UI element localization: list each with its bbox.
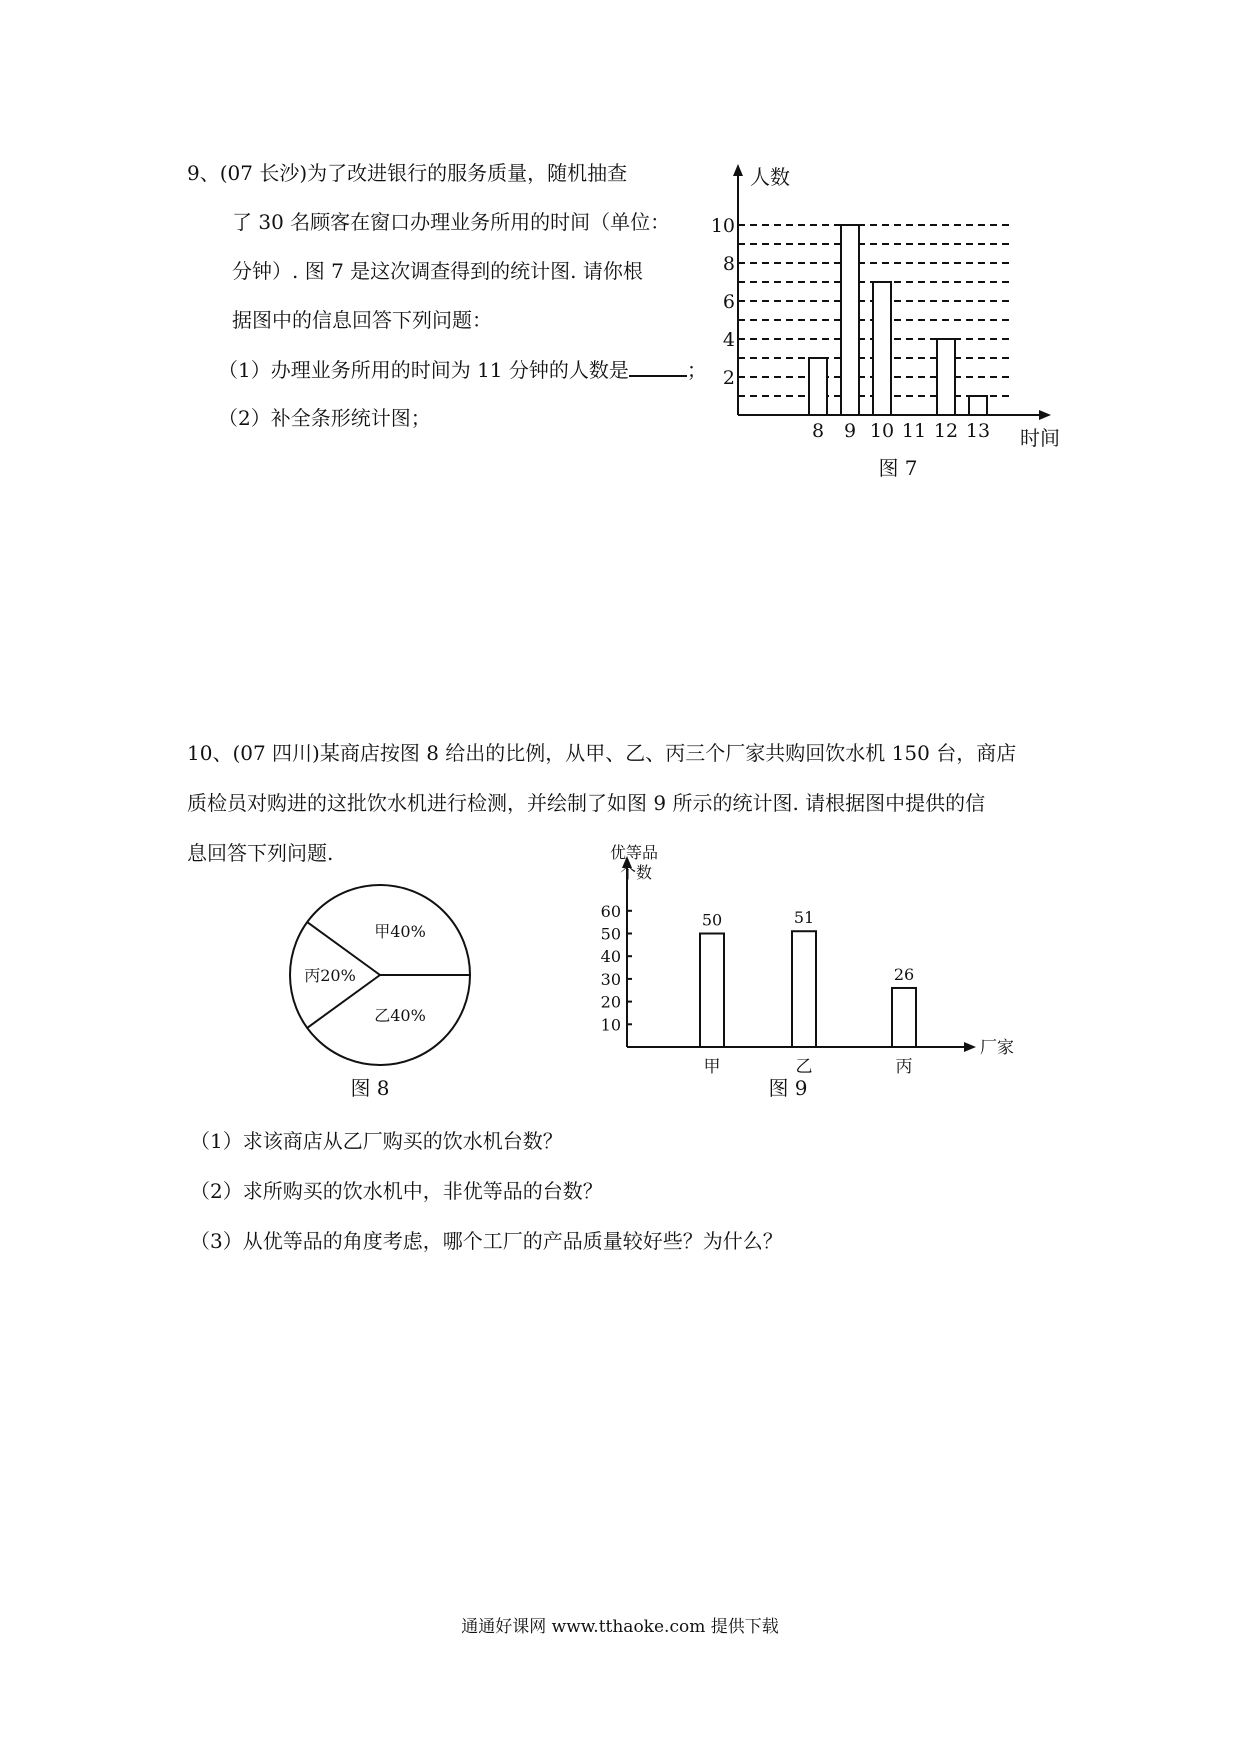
fig8-content — [290, 885, 470, 1100]
fig7-y-tick-label: 4 — [722, 329, 735, 351]
fig9-y-tick-label: 40 — [600, 947, 621, 967]
fig7-y-tick-label: 8 — [722, 253, 735, 275]
fig7-x-tick-label: 8 — [811, 420, 825, 442]
fig7-y-axis-arrow — [733, 164, 743, 176]
fig9-bars — [700, 931, 916, 1047]
figure-9-bar-chart — [570, 840, 1030, 1100]
q10-line-3: 息回答下列问题. — [187, 841, 334, 865]
fig9-bar — [792, 931, 816, 1047]
fig7-x-tick-label: 9 — [843, 420, 857, 442]
fig7-bar — [809, 358, 827, 415]
fig8-slice-label: 甲40% — [374, 922, 426, 941]
fig9-y-axis-label: 优等品 — [610, 843, 659, 862]
q9-subquestion-1 — [218, 357, 707, 383]
fig9-y-tick-label: 50 — [600, 924, 621, 944]
fig7-bar — [969, 396, 987, 415]
q9-subquestion-2: （2）补全条形统计图； — [218, 406, 431, 430]
page-footer: 通通好课网 www.tthaoke.com 提供下载 — [461, 1617, 779, 1637]
q10-subquestion-3: （3）从优等品的角度考虑，哪个工厂的产品质量较好些？为什么？ — [190, 1229, 783, 1253]
fig7-x-axis-arrow — [1039, 410, 1051, 420]
fig7-x-axis-label: 时间 — [1020, 426, 1060, 450]
fig9-y-tick-label: 30 — [600, 969, 621, 989]
fig7-bar — [841, 225, 859, 415]
fig9-x-axis-arrow — [964, 1042, 976, 1052]
fig7-y-tick-label: 6 — [722, 291, 735, 313]
q10-subquestion-1: （1）求该商店从乙厂购买的饮水机台数？ — [190, 1129, 563, 1153]
fig9-caption: 图 9 — [768, 1076, 808, 1100]
fig8-caption: 图 8 — [350, 1076, 390, 1100]
fig7-y-tick-label: 10 — [710, 215, 735, 237]
q9-subquestion-1-text: （1）办理业务所用的时间为 11 分钟的人数是 — [218, 358, 629, 382]
fig7-x-tick-label: 12 — [933, 420, 959, 442]
q9-line-1: 9、(07 长沙)为了改进银行的服务质量，随机抽查 — [187, 161, 628, 185]
fig9-x-tick-label: 甲 — [703, 1057, 721, 1077]
fig9-y-tick-label: 10 — [600, 1015, 621, 1035]
fig7-y-tick-label: 2 — [722, 367, 735, 389]
q10-subquestion-2: （2）求所购买的饮水机中，非优等品的台数？ — [190, 1179, 603, 1203]
q9-line-4: 据图中的信息回答下列问题： — [232, 308, 492, 332]
figure-8-pie-chart — [270, 880, 490, 1100]
q10-line-1: 10、(07 四川)某商店按图 8 给出的比例，从甲、乙、丙三个厂家共购回饮水机 150 台，商店 — [187, 741, 1017, 765]
fig7-x-tick-label: 10 — [869, 420, 895, 442]
fig8-slice-label: 丙20% — [304, 966, 356, 985]
fig9-x-axis-label: 厂家 — [980, 1038, 1014, 1058]
q9-line-3: 分钟）. 图 7 是这次调查得到的统计图. 请你根 — [232, 259, 643, 283]
fig9-y-tick-label: 60 — [600, 901, 621, 921]
fig7-x-tick-label: 11 — [901, 420, 927, 442]
fig9-data-label: 51 — [793, 908, 815, 928]
fig7-y-axis-label: 人数 — [750, 165, 790, 189]
fig9-y-axis-label: 个数 — [620, 863, 653, 882]
fig9-data-label: 50 — [701, 910, 723, 930]
fig8-slice-label: 乙40% — [374, 1006, 426, 1025]
fig9-x-tick-label: 丙 — [895, 1057, 913, 1077]
fig9-x-tick-label: 乙 — [795, 1057, 813, 1077]
fig9-data-label: 26 — [893, 964, 915, 984]
answer-blank — [629, 357, 687, 377]
fig9-bar — [892, 988, 916, 1047]
q9-subquestion-1-end: ； — [686, 358, 707, 382]
fig7-caption: 图 7 — [878, 456, 918, 480]
fig7-bar — [873, 282, 891, 415]
q9-line-2: 了 30 名顾客在窗口办理业务所用的时间（单位： — [232, 210, 671, 234]
q10-line-2: 质检员对购进的这批饮水机进行检测，并绘制了如图 9 所示的统计图. 请根据图中提供的信 — [187, 791, 986, 815]
fig9-bar — [700, 934, 724, 1048]
fig9-y-tick-label: 20 — [600, 992, 621, 1012]
fig7-bar — [937, 339, 955, 415]
figure-7-bar-chart — [710, 160, 1078, 490]
fig7-x-tick-label: 13 — [965, 420, 991, 442]
